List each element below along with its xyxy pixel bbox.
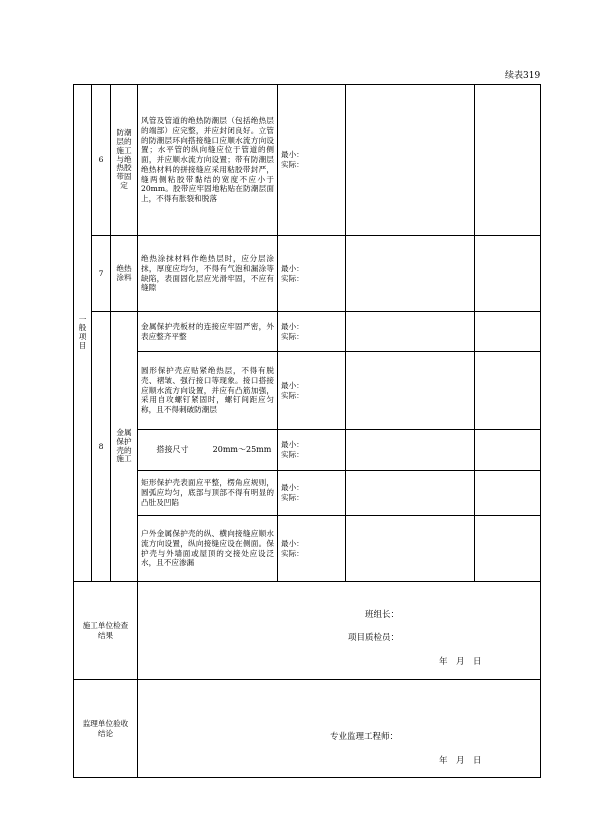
table-row [74, 471, 541, 516]
supervision-result-row [74, 680, 541, 778]
item-category-cell [111, 85, 138, 236]
min-label: 最小： [281, 440, 304, 450]
min-label: 最小： [281, 483, 304, 493]
measurement-cell[interactable] [278, 430, 346, 471]
actual-label: 实际： [281, 273, 304, 283]
actual-label: 实际： [281, 450, 304, 459]
lap-size-cell [138, 430, 278, 471]
construction-result-row [74, 582, 541, 680]
item-number: 7 [92, 236, 111, 312]
check-record-cell[interactable] [346, 312, 475, 352]
construction-label-cell [74, 582, 138, 680]
item-category: 金属保护壳的施工 [116, 427, 132, 464]
actual-label: 实际： [281, 331, 304, 341]
result-cell[interactable] [475, 352, 541, 430]
table-row [74, 430, 541, 471]
supervision-label-cell [74, 680, 138, 778]
min-label: 最小： [281, 150, 304, 160]
construction-date: 年 月 日 [439, 657, 482, 667]
actual-label: 实际： [281, 548, 304, 558]
measurement-cell[interactable] [278, 516, 346, 582]
inspection-table [73, 84, 541, 778]
result-cell[interactable] [475, 471, 541, 516]
requirement-text: 绝热涂抹材料作绝热层时，应分层涂抹，厚度应均匀，不得有气泡和漏涂等缺陷，表面固化层应光滑牢固，不应有缝隙 [138, 236, 278, 312]
measurement-cell[interactable] [278, 85, 346, 236]
result-cell[interactable] [475, 430, 541, 471]
item-category: 绝热涂料 [116, 263, 132, 282]
check-record-cell[interactable] [346, 430, 475, 471]
item-category: 防潮层的施工与绝热胶带固定 [116, 127, 132, 191]
supervision-result-area[interactable] [138, 680, 541, 778]
actual-label: 实际： [281, 493, 304, 502]
measurement-cell[interactable] [278, 471, 346, 516]
measurement-cell[interactable] [278, 312, 346, 352]
check-record-cell[interactable] [346, 236, 475, 312]
table-row [74, 516, 541, 582]
result-cell[interactable] [475, 312, 541, 352]
result-cell[interactable] [475, 516, 541, 582]
lap-size-value: 20mm～25mm [212, 444, 272, 454]
requirement-text: 圆形保护壳应贴紧绝热层，不得有脱壳、褶皱、强行接口等现象。接口搭接应顺水流方向设置，并应有凸筋加强，采用自攻螺钉紧固时，螺钉间距应匀称，且不得刺破防潮层 [138, 352, 278, 430]
result-cell[interactable] [475, 236, 541, 312]
min-label: 最小： [281, 263, 304, 273]
result-cell[interactable] [475, 85, 541, 236]
supervision-label: 监理单位验收结论 [82, 718, 129, 738]
item-number: 6 [92, 85, 111, 236]
item-category-cell [111, 312, 138, 582]
construction-result-area[interactable] [138, 582, 541, 680]
item-category-cell [111, 236, 138, 312]
check-record-cell[interactable] [346, 352, 475, 430]
min-label: 最小： [281, 380, 304, 390]
construction-label: 施工单位检查结果 [82, 620, 129, 640]
table-row [74, 85, 541, 236]
item-number: 8 [92, 312, 111, 582]
check-record-cell[interactable] [346, 471, 475, 516]
supervision-date: 年 月 日 [439, 756, 482, 766]
measurement-cell[interactable] [278, 352, 346, 430]
lap-size-label: 搭接尺寸 [156, 444, 189, 454]
table-row [74, 352, 541, 430]
min-label: 最小： [281, 538, 304, 548]
min-label: 最小： [281, 321, 304, 331]
table-row [74, 236, 541, 312]
team-leader-label: 班组长： [365, 610, 400, 620]
section-label-cell [74, 85, 92, 582]
supervising-engineer-label: 专业监理工程师： [330, 732, 399, 742]
quality-inspector-label: 项目质检员： [348, 633, 400, 643]
continued-table-label: 续表319 [505, 71, 541, 81]
requirement-text: 矩形保护壳表面应平整，楞角应规则，圆弧应均匀，底部与顶部不得有明显的凸肚及凹陷 [138, 471, 278, 516]
section-label: 一般项目 [78, 314, 87, 350]
requirement-text: 户外金属保护壳的纵、横向接缝应顺水流方向设置，纵向接缝应设在侧面。保护壳与外墙面或屋顶的交接处应设泛水，且不应渗漏 [138, 516, 278, 582]
table-row [74, 312, 541, 352]
actual-label: 实际： [281, 390, 304, 400]
check-record-cell[interactable] [346, 516, 475, 582]
requirement-text: 风管及管道的绝热防潮层（包括绝热层的端部）应完整，并应封闭良好。立管的防潮层环向搭接缝口应顺水流方向设置；水平管的纵向缝应位于管道的侧面，并应顺水流方向设置；带有防潮层绝热材料的拼接缝应采用粘胶带封严，缝两侧粘胶带黏结的宽度不应小于20mm。胶带应牢固地粘贴在防潮层面上，不得有胀裂和脱落 [138, 85, 278, 236]
check-record-cell[interactable] [346, 85, 475, 236]
actual-label: 实际： [281, 160, 304, 169]
requirement-text: 金属保护壳板材的连接应牢固严密，外表应整齐平整 [138, 312, 278, 352]
measurement-cell[interactable] [278, 236, 346, 312]
